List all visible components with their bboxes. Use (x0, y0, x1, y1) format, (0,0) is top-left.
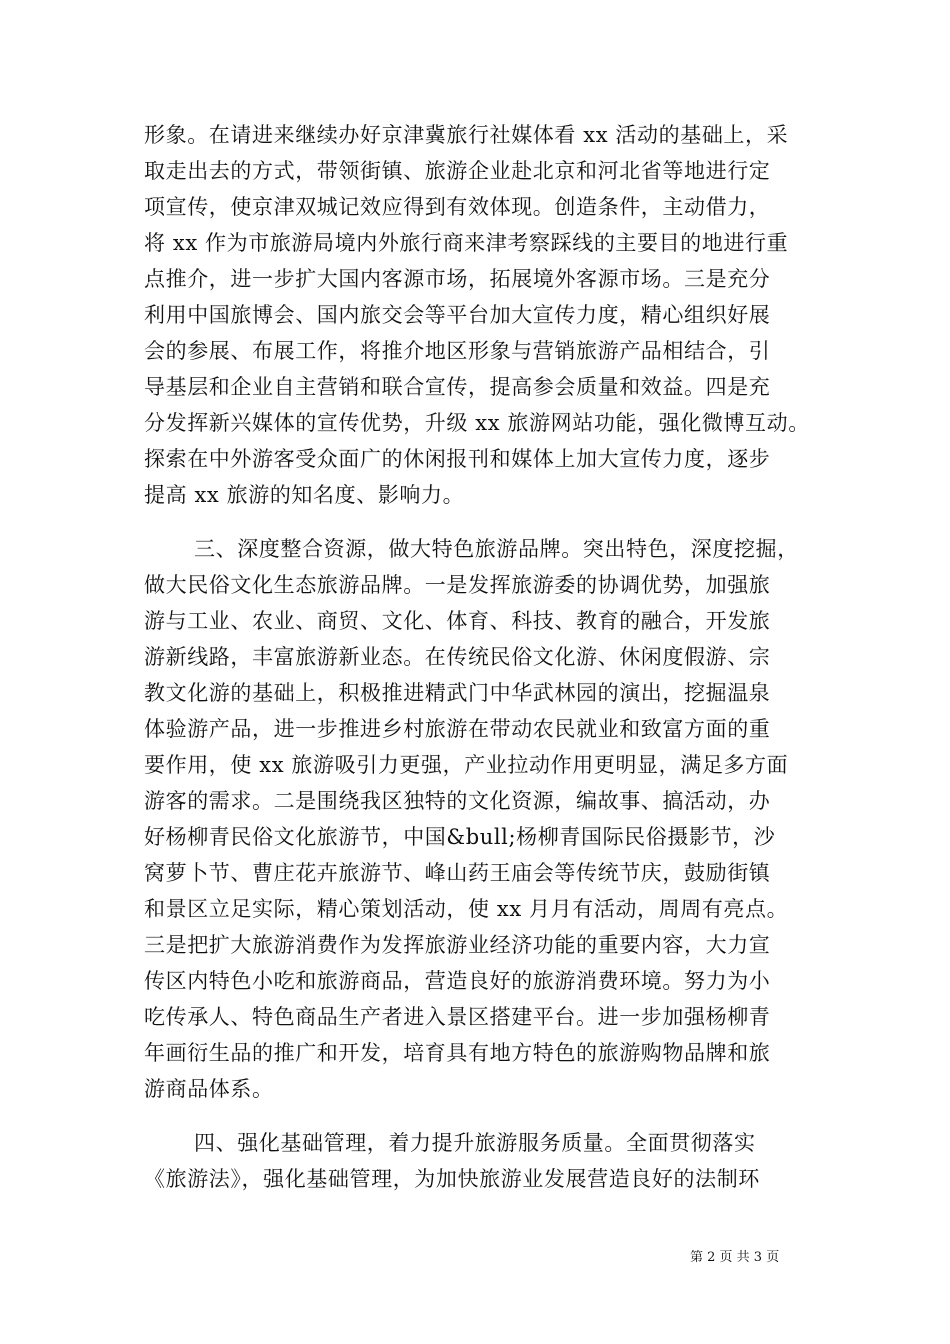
body-text-line: 《旅游法》，强化基础管理，为加快旅游业发展营造良好的法制环 (144, 1167, 760, 1191)
body-text-line: 游与工业、农业、商贸、文化、体育、科技、教育的融合，开发旅 (144, 609, 771, 633)
body-text-line: 和景区立足实际，精心策划活动，使 xx 月月有活动，周周有亮点。 (144, 897, 789, 921)
body-text-line: 三是把扩大旅游消费作为发挥旅游业经济功能的重要内容，大力宣 (144, 933, 771, 957)
body-text-line: 提高 xx 旅游的知名度、影响力。 (144, 483, 465, 507)
body-text-line: 游客的需求。二是围绕我区独特的文化资源，编故事、搞活动，办 (144, 789, 771, 813)
body-text-line: 好杨柳青民俗文化旅游节，中国&bull;杨柳青国际民俗摄影节，沙 (144, 825, 776, 849)
body-text-line: 形象。在请进来继续办好京津冀旅行社媒体看 xx 活动的基础上，采 (144, 123, 789, 147)
body-text-line: 利用中国旅博会、国内旅交会等平台加大宣传力度，精心组织好展 (144, 303, 771, 327)
body-text-line: 做大民俗文化生态旅游品牌。一是发挥旅游委的协调优势，加强旅 (144, 573, 771, 597)
body-text-line: 年画衍生品的推广和开发，培育具有地方特色的旅游购物品牌和旅 (144, 1041, 771, 1065)
body-text-line: 点推介，进一步扩大国内客源市场，拓展境外客源市场。三是充分 (144, 267, 771, 291)
page-number: 第 2 页 共 3 页 (690, 1250, 780, 1265)
section-heading-line: 三、深度整合资源，做大特色旅游品牌。突出特色，深度挖掘， (194, 537, 799, 561)
body-text-line: 导基层和企业自主营销和联合宣传，提高参会质量和效益。四是充 (144, 375, 771, 399)
body-text-line: 体验游产品，进一步推进乡村旅游在带动农民就业和致富方面的重 (144, 717, 771, 741)
body-text-line: 探索在中外游客受众面广的休闲报刊和媒体上加大宣传力度，逐步 (144, 447, 771, 471)
body-text-line: 窝萝卜节、曹庄花卉旅游节、峰山药王庙会等传统节庆，鼓励街镇 (144, 861, 771, 885)
body-text-line: 吃传承人、特色商品生产者进入景区搭建平台。进一步加强杨柳青 (144, 1005, 771, 1029)
body-text-line: 分发挥新兴媒体的宣传优势，升级 xx 旅游网站功能，强化微博互动。 (144, 411, 810, 435)
body-text-line: 项宣传，使京津双城记效应得到有效体现。创造条件，主动借力， (144, 195, 771, 219)
body-text-line: 游商品体系。 (144, 1077, 274, 1101)
body-text-line: 取走出去的方式，带领街镇、旅游企业赴北京和河北省等地进行定 (144, 159, 771, 183)
body-text-line: 会的参展、布展工作，将推介地区形象与营销旅游产品相结合，引 (144, 339, 771, 363)
body-text-line: 传区内特色小吃和旅游商品，营造良好的旅游消费环境。努力为小 (144, 969, 771, 993)
body-text-line: 要作用，使 xx 旅游吸引力更强，产业拉动作用更明显，满足多方面 (144, 753, 789, 777)
section-heading-line: 四、强化基础管理，着力提升旅游服务质量。全面贯彻落实 (194, 1131, 756, 1155)
body-text-line: 游新线路，丰富旅游新业态。在传统民俗文化游、休闲度假游、宗 (144, 645, 771, 669)
body-text-line: 将 xx 作为市旅游局境内外旅行商来津考察踩线的主要目的地进行重 (144, 231, 789, 255)
body-text-line: 教文化游的基础上，积极推进精武门中华武林园的演出，挖掘温泉 (144, 681, 771, 705)
